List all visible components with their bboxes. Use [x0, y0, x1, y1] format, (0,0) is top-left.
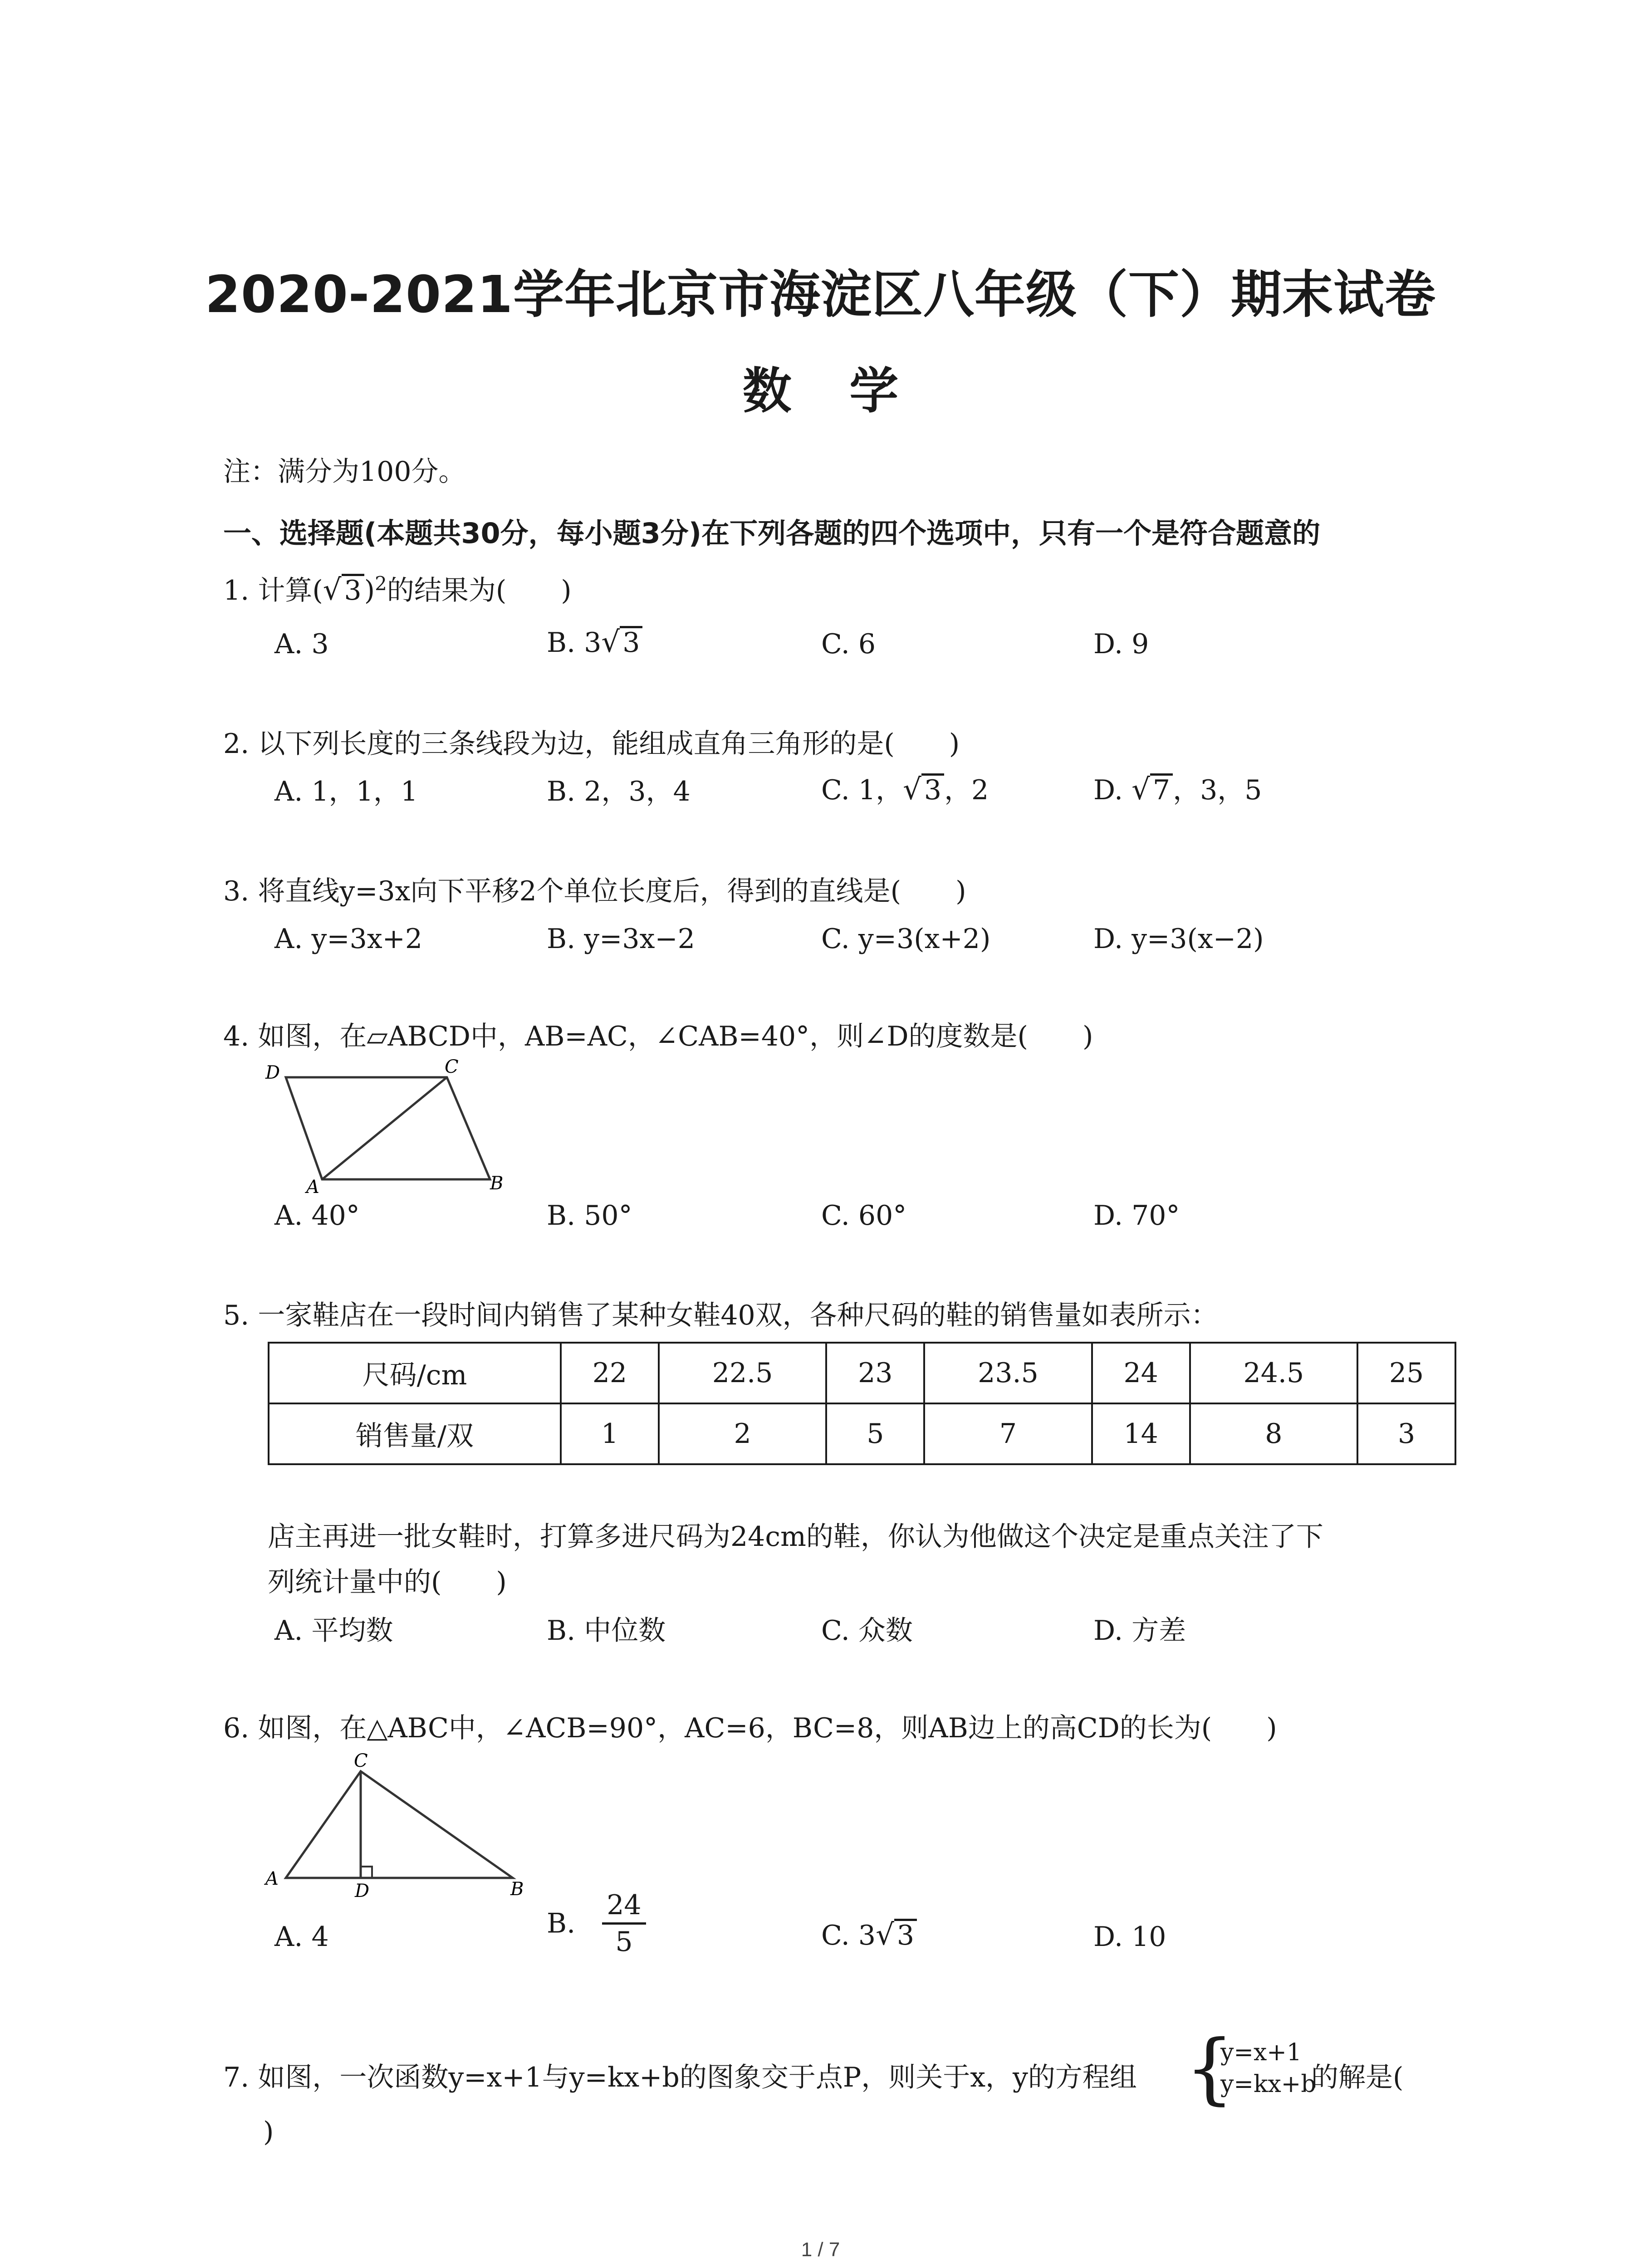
table-cell: 5 [826, 1403, 924, 1464]
q2-option-c: C. 1，√ 3 ，2 [821, 773, 989, 807]
right-triangle-figure [259, 1751, 531, 1901]
q3-option-a: A. y=3x+2 [274, 923, 423, 955]
label-c: C [445, 1057, 459, 1077]
q1-option-b: B. 3√ 3 [547, 626, 642, 657]
table-cell: 24.5 [1190, 1343, 1358, 1403]
table-cell: 14 [1092, 1403, 1190, 1464]
q1-option-d: D. 9 [1093, 628, 1149, 660]
q3-option-d: D. y=3(x−2) [1093, 923, 1264, 955]
question-7-close: ) [263, 2116, 274, 2148]
equation-brace: { [1185, 2024, 1234, 2113]
question-1-stem: 1. 计算(√ 3 )$^2$的结果为( ) [223, 572, 572, 607]
equation-2: y=kx+b [1220, 2071, 1316, 2098]
label-a: A [306, 1177, 319, 1193]
page-title: 2020-2021学年北京市海淀区八年级（下）期末试卷 [205, 265, 1436, 324]
section-heading: 一、选择题(本题共30分，每小题3分)在下列各题的四个选项中，只有一个是符合题意的 [223, 517, 1321, 550]
question-7-tail: 的解是( [1311, 2062, 1404, 2093]
page-number: 1 / 7 [801, 2239, 840, 2261]
label-b: B [490, 1173, 504, 1193]
q2-option-b: B. 2，3，4 [547, 776, 691, 807]
table-cell: 22.5 [659, 1343, 827, 1403]
parallelogram-abcd [286, 1077, 490, 1179]
table-header-cell: 尺码/cm [269, 1343, 561, 1403]
q6-option-c: C. 3√ 3 [821, 1919, 917, 1950]
diagonal-ac [322, 1077, 447, 1179]
table-cell: 22 [561, 1343, 659, 1403]
q4-option-d: D. 70° [1093, 1200, 1180, 1232]
table-cell: 23 [826, 1343, 924, 1403]
table-header-cell: 销售量/双 [269, 1403, 561, 1464]
q6-option-a: A. 4 [274, 1921, 329, 1953]
parallelogram-figure [259, 1057, 504, 1193]
label-c: C [354, 1751, 368, 1771]
q6-option-d: D. 10 [1093, 1921, 1166, 1953]
page-subtitle: 数 学 [742, 363, 899, 420]
table-cell: 23.5 [924, 1343, 1092, 1403]
table-cell: 8 [1190, 1403, 1358, 1464]
q3-option-b: B. y=3x−2 [547, 923, 695, 955]
q4-option-b: B. 50° [547, 1200, 632, 1232]
q6-option-b: B. $\frac{24}{5}$ [547, 1892, 646, 1955]
note: 注：满分为100分。 [223, 456, 466, 488]
label-d: D [265, 1062, 280, 1083]
equation-1: y=x+1 [1220, 2039, 1302, 2066]
question-5-line2: 列统计量中的( ) [268, 1566, 507, 1598]
question-4-stem: 4. 如图，在▱ABCD中，AB=AC，∠CAB=40°，则∠D的度数是( ) [223, 1021, 1093, 1052]
right-angle-mark [361, 1867, 372, 1878]
q4-option-a: A. 40° [274, 1200, 360, 1232]
table-row [269, 1403, 1455, 1464]
question-5-line1: 店主再进一批女鞋时，打算多进尺码为24cm的鞋，你认为他做这个决定是重点关注了下 [268, 1521, 1323, 1553]
table-cell: 7 [924, 1403, 1092, 1464]
label-b: B [510, 1879, 524, 1900]
q5-option-c: C. 众数 [821, 1615, 913, 1647]
question-3-stem: 3. 将直线y=3x向下平移2个单位长度后，得到的直线是( ) [223, 875, 966, 907]
table-cell: 25 [1357, 1343, 1455, 1403]
shoe-size-table [268, 1342, 1456, 1465]
label-d: D [355, 1881, 370, 1901]
q2-option-d: D. √ 7 ，3，5 [1093, 773, 1262, 807]
q2-option-a: A. 1，1，1 [274, 776, 418, 807]
q3-option-c: C. y=3(x+2) [821, 923, 991, 955]
q1-option-a: A. 3 [274, 628, 329, 660]
triangle-abc [286, 1771, 513, 1878]
q4-option-c: C. 60° [821, 1200, 907, 1232]
table-cell: 1 [561, 1403, 659, 1464]
q5-option-b: B. 中位数 [547, 1615, 666, 1647]
question-2-stem: 2. 以下列长度的三条线段为边，能组成直角三角形的是( ) [223, 728, 960, 760]
table-cell: 2 [659, 1403, 827, 1464]
table-cell: 24 [1092, 1343, 1190, 1403]
question-7-stem: 7. 如图，一次函数y=x+1与y=kx+b的图象交于点P，则关于x，y的方程组 [223, 2062, 1137, 2093]
table-cell: 3 [1357, 1403, 1455, 1464]
q5-option-d: D. 方差 [1093, 1615, 1186, 1647]
question-5-stem: 5. 一家鞋店在一段时间内销售了某种女鞋40双，各种尺码的鞋的销售量如表所示： [223, 1300, 1218, 1331]
table-row [269, 1343, 1455, 1403]
q1-option-c: C. 6 [821, 628, 876, 660]
equation-system [1220, 2037, 1316, 2100]
question-6-stem: 6. 如图，在△ABC中，∠ACB=90°，AC=6，BC=8，则AB边上的高CD的长为( ) [223, 1712, 1277, 1744]
label-a: A [265, 1868, 279, 1889]
q5-option-a: A. 平均数 [274, 1615, 393, 1647]
